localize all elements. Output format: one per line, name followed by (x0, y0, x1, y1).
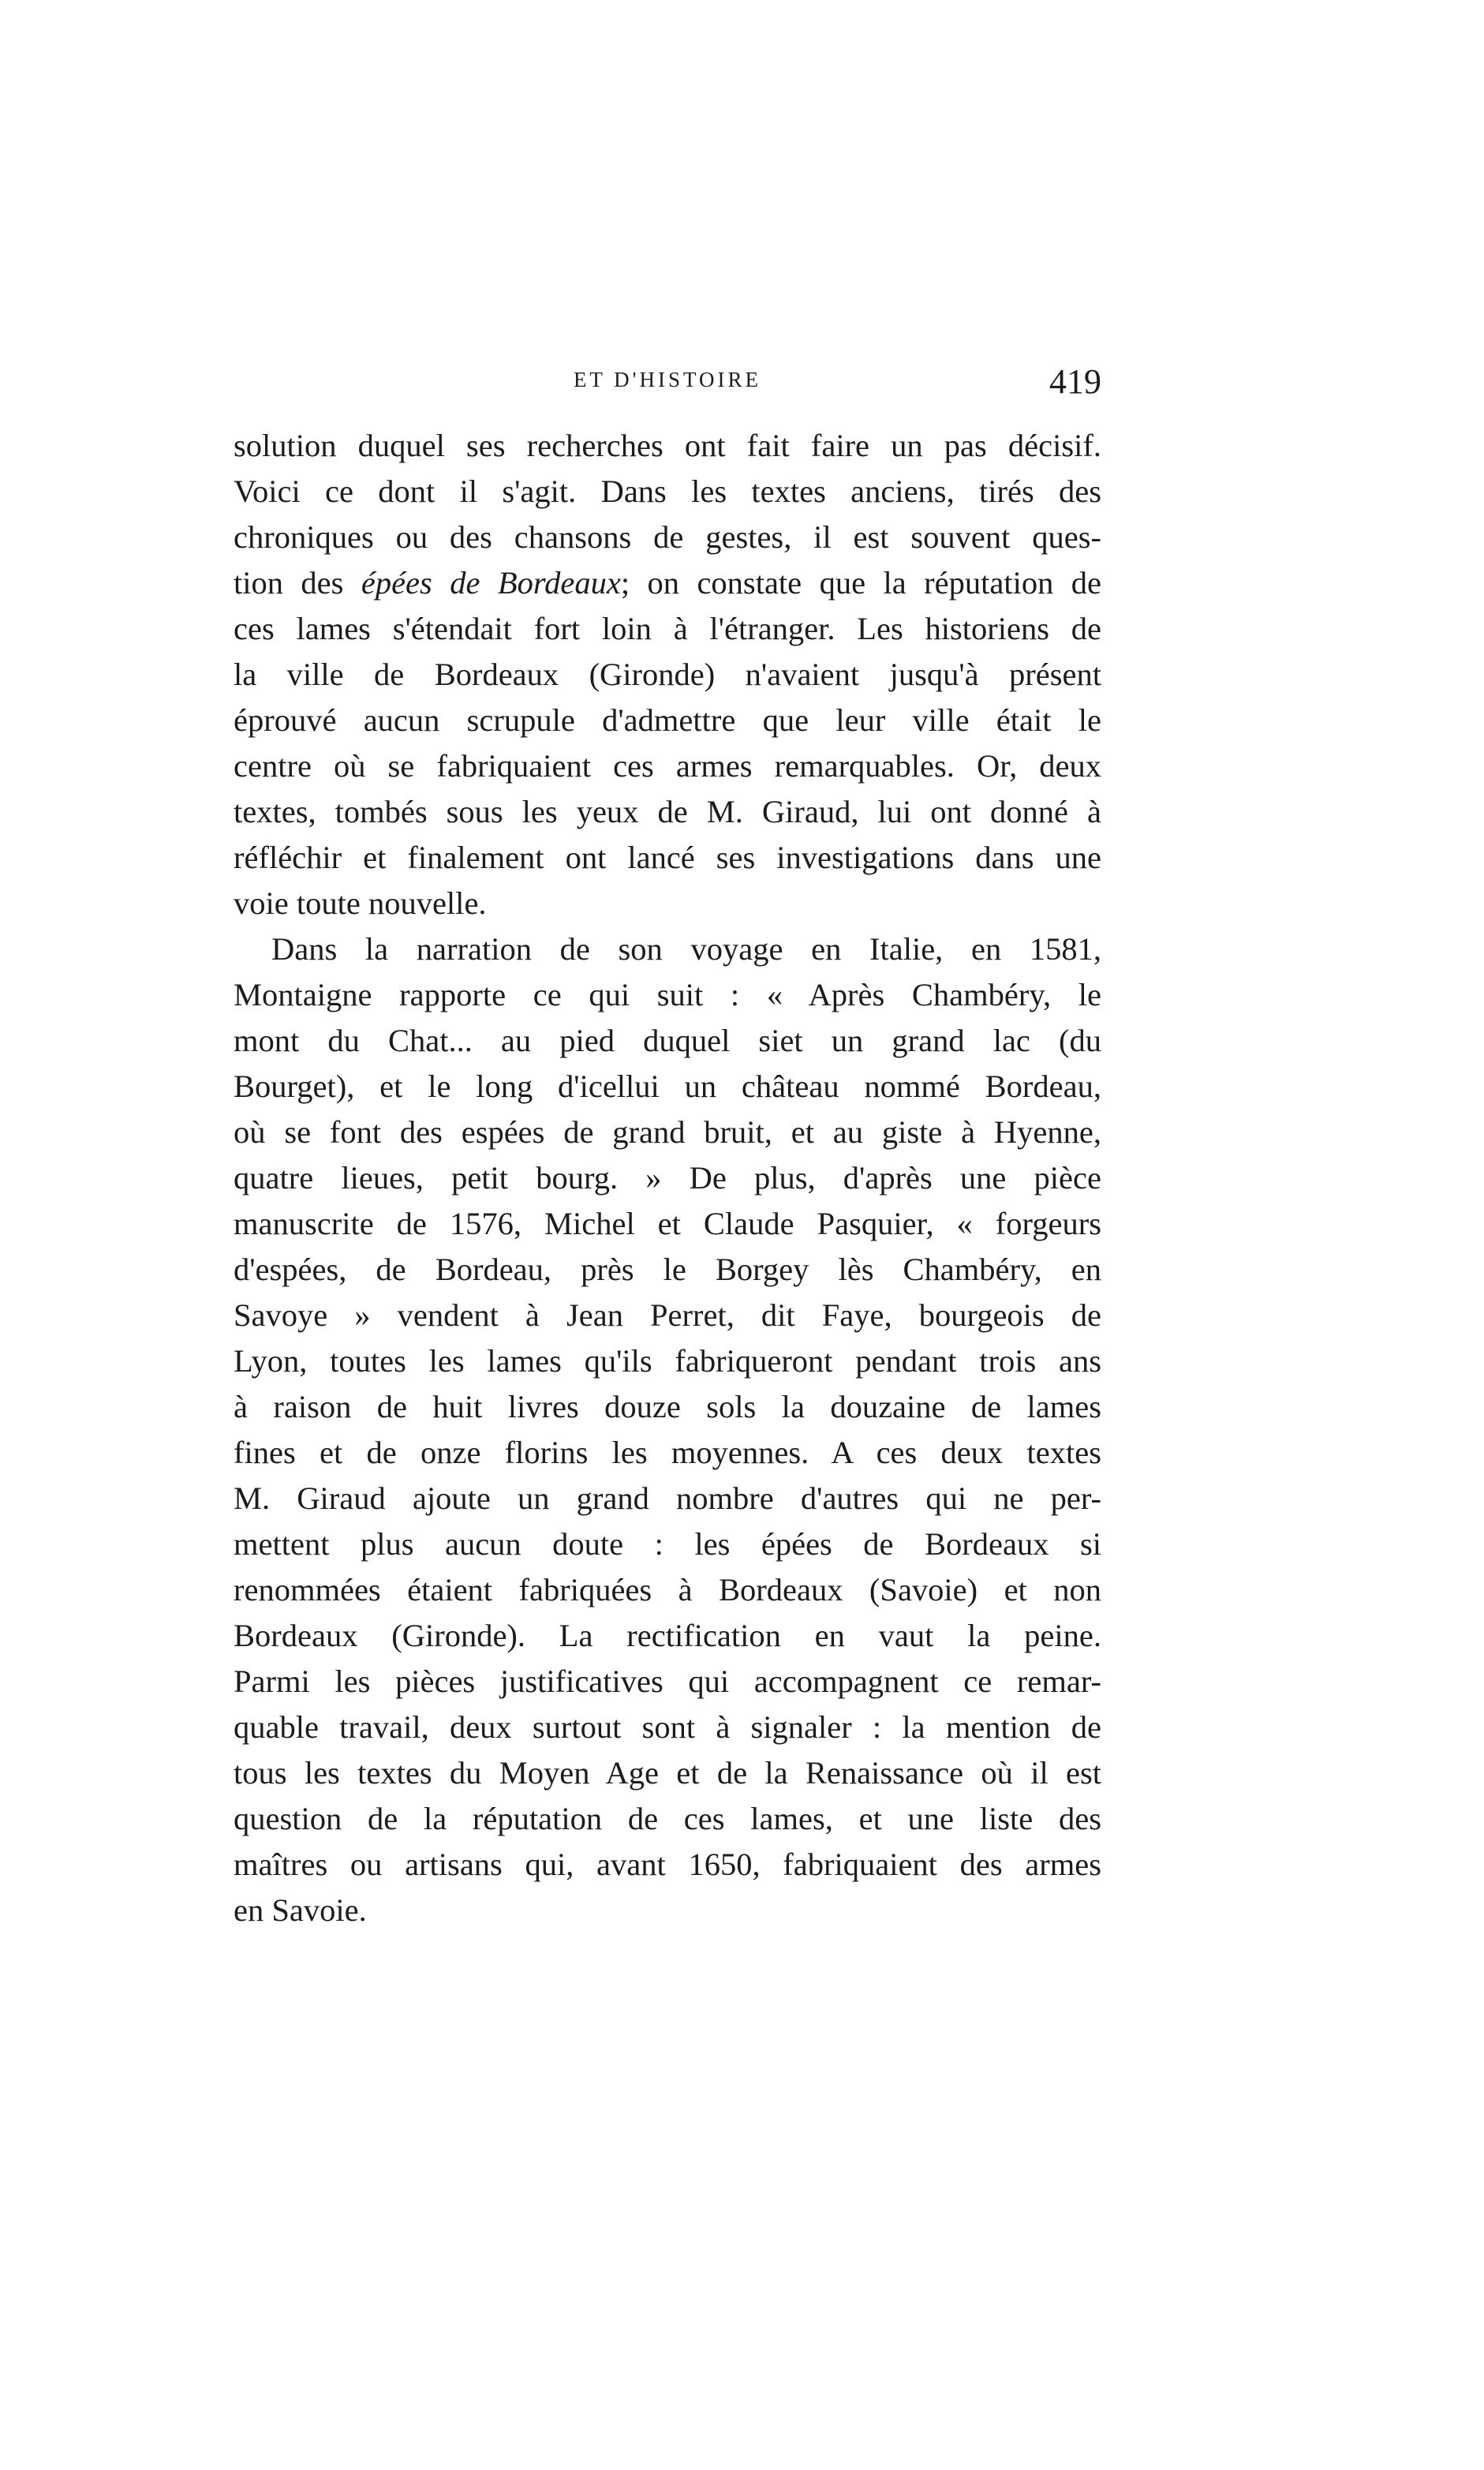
text-line: fines et de onze florins les moyennes. A ces deux textes (234, 1435, 1101, 1470)
text-line: renommées étaient fabriquées à Bordeaux (Savoie) et non (234, 1572, 1101, 1607)
text-line: éprouvé aucun scrupule d'admettre que leur ville était le (234, 702, 1101, 738)
text-line: la ville de Bordeaux (Gironde) n'avaient jusqu'à présent (234, 657, 1101, 692)
text-line: M. Giraud ajoute un grand nombre d'autres qui ne per- (234, 1480, 1101, 1516)
paragraph-2 (234, 926, 1101, 1933)
text-line: quatre lieues, petit bourg. » De plus, d'après une pièce (234, 1160, 1101, 1196)
text-line: quable travail, deux surtout sont à signaler : la mention de (234, 1709, 1101, 1745)
text-line: où se font des espées de grand bruit, et au giste à Hyenne, (234, 1114, 1101, 1150)
text-line: mont du Chat... au pied duquel siet un grand lac (du (234, 1023, 1101, 1058)
italic-phrase: épées de Bordeaux (361, 565, 621, 601)
running-title: ET D'HISTOIRE (573, 368, 762, 391)
text-line: question de la réputation de ces lames, et une liste des (234, 1801, 1101, 1836)
text-line: à raison de huit livres douze sols la douzaine de lames (234, 1389, 1101, 1424)
text-line: en Savoie. (234, 1892, 367, 1928)
running-head (234, 361, 1101, 409)
text-line: Bordeaux (Gironde). La rectification en vaut la peine. (234, 1618, 1101, 1653)
text-line: solution duquel ses recherches ont fait faire un pas décisif. (234, 428, 1101, 463)
text-line-with-italic (234, 560, 1101, 606)
text-line: d'espées, de Bordeau, près le Borgey lès Chambéry, en (234, 1252, 1101, 1287)
text-line: réfléchir et finalement ont lancé ses investigations dans une (234, 840, 1101, 875)
text-segment: ; on constate que la réputation de (620, 565, 1101, 601)
text-segment: tion des (234, 565, 361, 601)
text-line: chroniques ou des chansons de gestes, il est souvent ques- (234, 519, 1101, 555)
text-line: centre où se fabriquaient ces armes remarquables. Or, deux (234, 748, 1101, 784)
text-line: Parmi les pièces justificatives qui accompagnent ce remar- (234, 1664, 1101, 1699)
text-line: Voici ce dont il s'agit. Dans les textes anciens, tirés des (234, 473, 1101, 509)
paragraph-1 (234, 423, 1101, 926)
text-line: Lyon, toutes les lames qu'ils fabriqueront pendant trois ans (234, 1343, 1101, 1379)
text-line: maîtres ou artisans qui, avant 1650, fabriquaient des armes (234, 1847, 1101, 1882)
page-number: 419 (1049, 362, 1101, 401)
text-line: mettent plus aucun doute : les épées de Bordeaux si (234, 1526, 1101, 1562)
body-text (234, 423, 1101, 1933)
text-line: manuscrite de 1576, Michel et Claude Pasquier, « forgeurs (234, 1206, 1101, 1241)
text-line: tous les textes du Moyen Age et de la Renaissance où il est (234, 1755, 1101, 1791)
text-line: Montaigne rapporte ce qui suit : « Après Chambéry, le (234, 977, 1101, 1012)
text-line: Savoye » vendent à Jean Perret, dit Faye, bourgeois de (234, 1297, 1101, 1333)
text-line: Dans la narration de son voyage en Italie, en 1581, (271, 931, 1101, 967)
text-line: ces lames s'étendait fort loin à l'étranger. Les historiens de (234, 611, 1101, 646)
text-line: textes, tombés sous les yeux de M. Giraud, lui ont donné à (234, 794, 1101, 829)
text-line: Bourget), et le long d'icellui un château nommé Bordeau, (234, 1068, 1101, 1104)
text-line: voie toute nouvelle. (234, 885, 487, 921)
